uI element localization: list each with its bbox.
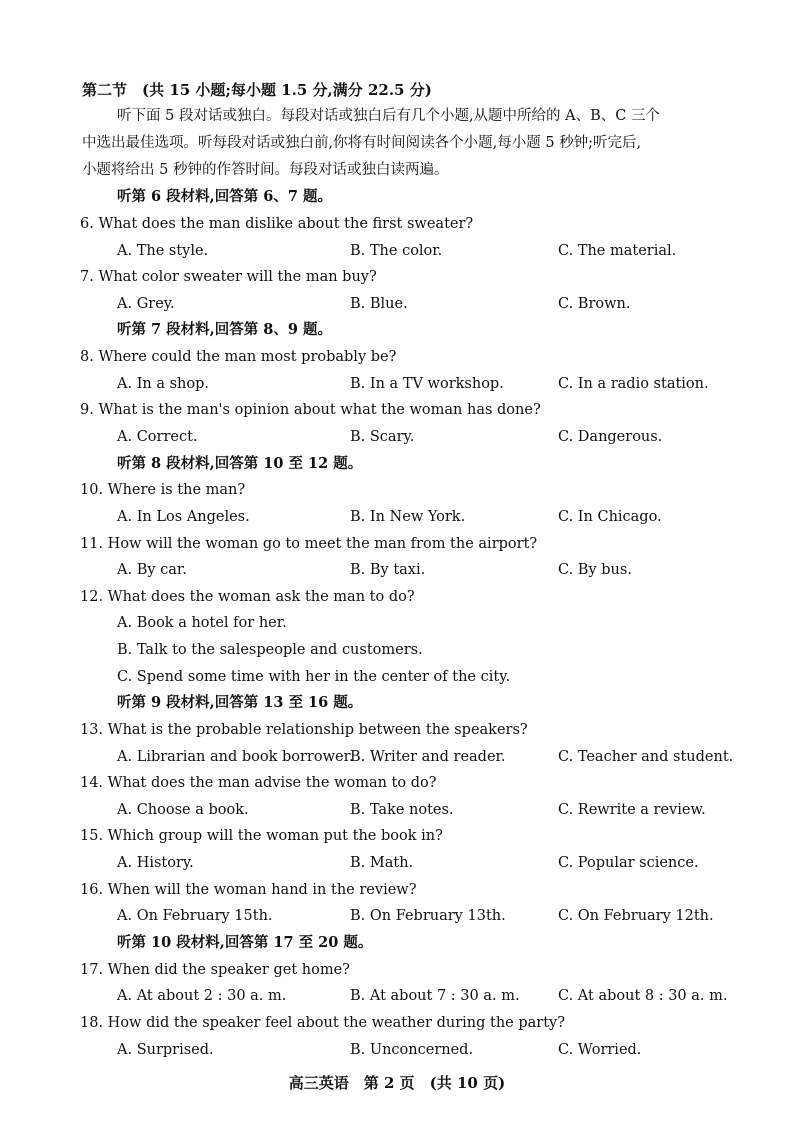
- subhead-material-9: 听第 9 段材料,回答第 13 至 16 题。: [117, 694, 363, 711]
- q14-option-c: C. Rewrite a review.: [558, 802, 706, 818]
- question-17: 17. When did the speaker get home?: [80, 962, 350, 978]
- q8-option-c: C. In a radio station.: [558, 376, 709, 392]
- question-18: 18. How did the speaker feel about the weather during the party?: [80, 1015, 565, 1031]
- q9-option-c: C. Dangerous.: [558, 429, 663, 445]
- question-12: 12. What does the woman ask the man to do?: [80, 589, 415, 605]
- question-11: 11. How will the woman go to meet the man from the airport?: [80, 536, 538, 552]
- q13-option-b: B. Writer and reader.: [350, 749, 506, 765]
- question-13: 13. What is the probable relationship between the speakers?: [80, 722, 528, 738]
- q15-option-a: A. History.: [117, 855, 194, 871]
- instruction-line-1: 听下面 5 段对话或独白。每段对话或独白后有几个小题,从题中所给的 A、B、C 三个: [117, 108, 660, 124]
- q17-option-a: A. At about 2 : 30 a. m.: [117, 988, 287, 1004]
- section-title: 第二节 (共 15 小题;每小题 1.5 分,满分 22.5 分): [82, 81, 432, 99]
- q18-option-a: A. Surprised.: [117, 1042, 214, 1058]
- q12-option-c: C. Spend some time with her in the center of the city.: [117, 669, 511, 685]
- question-16: 16. When will the woman hand in the review?: [80, 882, 417, 898]
- q18-option-c: C. Worried.: [558, 1042, 642, 1058]
- q6-option-a: A. The style.: [117, 243, 209, 259]
- q16-option-b: B. On February 13th.: [350, 908, 506, 924]
- question-7: 7. What color sweater will the man buy?: [80, 269, 377, 285]
- q17-option-b: B. At about 7 : 30 a. m.: [350, 988, 520, 1004]
- q10-option-b: B. In New York.: [350, 509, 466, 525]
- q10-option-c: C. In Chicago.: [558, 509, 662, 525]
- q13-option-a: A. Librarian and book borrower.: [117, 749, 354, 765]
- subhead-material-6: 听第 6 段材料,回答第 6、7 题。: [117, 188, 333, 205]
- q14-option-a: A. Choose a book.: [117, 802, 249, 818]
- q10-option-a: A. In Los Angeles.: [117, 509, 250, 525]
- page-footer: 高三英语 第 2 页 (共 10 页): [288, 1074, 506, 1092]
- question-6: 6. What does the man dislike about the first sweater?: [80, 216, 474, 232]
- q7-option-b: B. Blue.: [350, 296, 408, 312]
- q15-option-b: B. Math.: [350, 855, 414, 871]
- question-8: 8. Where could the man most probably be?: [80, 349, 397, 365]
- q12-option-b: B. Talk to the salespeople and customers.: [117, 642, 423, 658]
- q18-option-b: B. Unconcerned.: [350, 1042, 474, 1058]
- question-9: 9. What is the man's opinion about what the woman has done?: [80, 402, 541, 418]
- q9-option-b: B. Scary.: [350, 429, 415, 445]
- question-10: 10. Where is the man?: [80, 482, 246, 498]
- q7-option-a: A. Grey.: [117, 296, 175, 312]
- q8-option-b: B. In a TV workshop.: [350, 376, 504, 392]
- q13-option-c: C. Teacher and student.: [558, 749, 734, 765]
- instruction-line-3: 小题将给出 5 秒钟的作答时间。每段对话或独白读两遍。: [82, 162, 449, 178]
- q7-option-c: C. Brown.: [558, 296, 631, 312]
- subhead-material-7: 听第 7 段材料,回答第 8、9 题。: [117, 321, 333, 338]
- q16-option-c: C. On February 12th.: [558, 908, 714, 924]
- q11-option-b: B. By taxi.: [350, 562, 426, 578]
- q12-option-a: A. Book a hotel for her.: [117, 615, 287, 631]
- subhead-material-10: 听第 10 段材料,回答第 17 至 20 题。: [117, 934, 373, 951]
- q11-option-a: A. By car.: [117, 562, 187, 578]
- question-14: 14. What does the man advise the woman to do?: [80, 775, 437, 791]
- subhead-material-8: 听第 8 段材料,回答第 10 至 12 题。: [117, 455, 363, 472]
- q8-option-a: A. In a shop.: [117, 376, 210, 392]
- q15-option-c: C. Popular science.: [558, 855, 699, 871]
- q6-option-c: C. The material.: [558, 243, 677, 259]
- instruction-line-2: 中选出最佳选项。听每段对话或独白前,你将有时间阅读各个小题,每小题 5 秒钟;听完后,: [82, 135, 642, 151]
- q17-option-c: C. At about 8 : 30 a. m.: [558, 988, 728, 1004]
- q16-option-a: A. On February 15th.: [117, 908, 273, 924]
- q11-option-c: C. By bus.: [558, 562, 632, 578]
- question-15: 15. Which group will the woman put the book in?: [80, 828, 443, 844]
- q9-option-a: A. Correct.: [117, 429, 198, 445]
- q14-option-b: B. Take notes.: [350, 802, 454, 818]
- q6-option-b: B. The color.: [350, 243, 443, 259]
